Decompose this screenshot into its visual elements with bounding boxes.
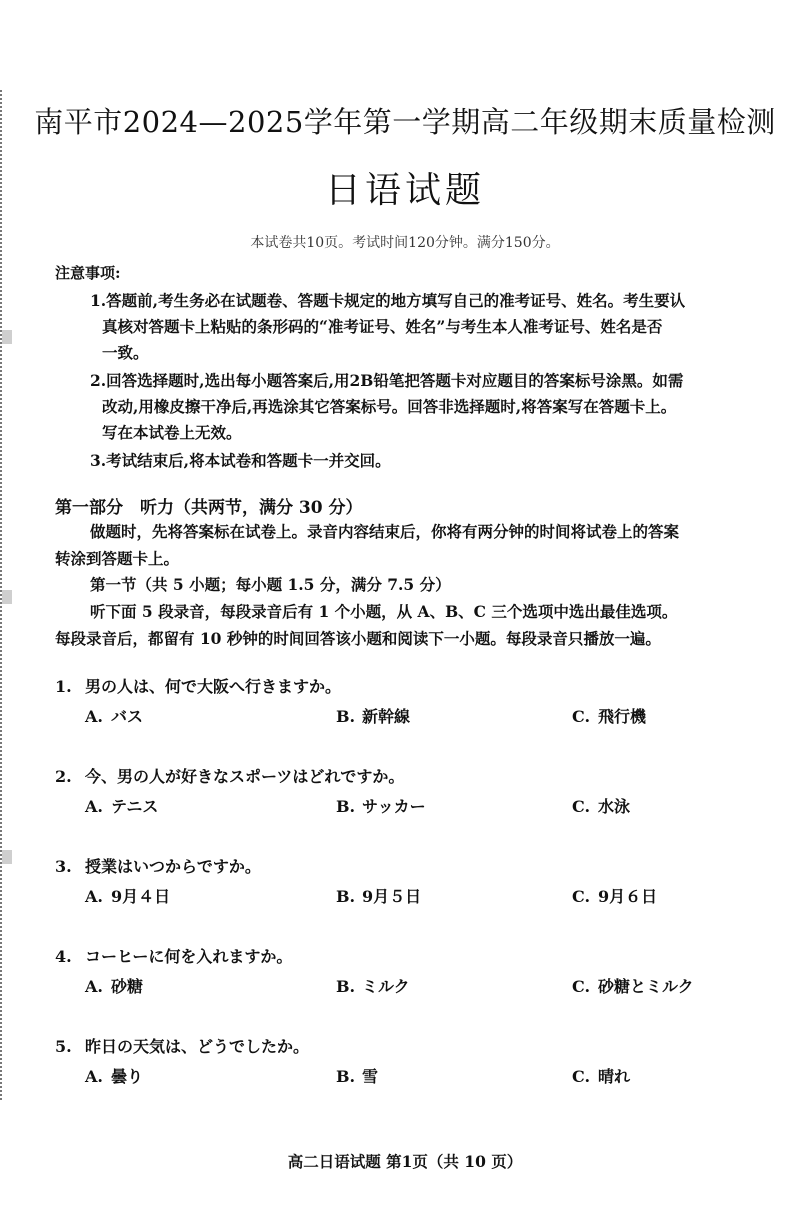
section1-title: 第一节（共 5 小题；每小题 1.5 分，满分 7.5 分）	[90, 575, 451, 594]
option-b: B. サッカー	[336, 797, 426, 816]
question-options	[55, 1062, 775, 1092]
notice-line: 一致。	[102, 343, 149, 362]
question-stem	[55, 852, 775, 882]
option-a: A. テニス	[85, 797, 159, 816]
page-footer: 高二日语试题 第1页（共 10 页）	[287, 1152, 523, 1171]
option-b: B. 新幹線	[336, 707, 411, 726]
notice-line: 真核对答题卡上粘贴的条形码的“准考证号、姓名”与考生本人准考证号、姓名是否	[102, 317, 663, 336]
question-number: 3.	[55, 857, 72, 876]
option-a: A. 曇り	[85, 1067, 144, 1086]
notice-line: 写在本试卷上无效。	[102, 423, 242, 442]
binding-mark	[2, 330, 12, 344]
question-stem	[55, 762, 775, 792]
option-a: A. 砂糖	[85, 977, 144, 996]
question-stem	[55, 672, 775, 702]
question-4	[55, 942, 775, 1002]
exam-title: 南平市2024—2025学年第一学期高二年级期末质量检测	[34, 105, 776, 139]
question-text: 男の人は、何で大阪へ行きますか。	[85, 677, 342, 696]
notice-line: 1.答题前,考生务必在试题卷、答题卡规定的地方填写自己的准考证号、姓名。考生要认	[90, 291, 686, 310]
notice-item-1	[90, 288, 760, 366]
option-c: C. 晴れ	[572, 1067, 631, 1086]
question-text: 今、男の人が好きなスポーツはどれですか。	[85, 767, 405, 786]
notice-item-3	[90, 448, 760, 474]
notice-line: 改动,用橡皮擦干净后,再选涂其它答案标号。回答非选择题时,将答案写在答题卡上。	[102, 397, 677, 416]
question-text: コーヒーに何を入れますか。	[85, 947, 293, 966]
notice-line: 2.回答选择题时,选出每小题答案后,用2B铅笔把答题卡对应题目的答案标号涂黑。如需	[90, 371, 684, 390]
question-text: 授業はいつからですか。	[85, 857, 261, 876]
instruction-line: 每段录音后，都留有 10 秒钟的时间回答该小题和阅读下一小题。每段录音只播放一遍。	[55, 629, 661, 648]
question-text: 昨日の天気は、どうでしたか。	[85, 1037, 310, 1056]
option-c: C. 飛行機	[572, 707, 647, 726]
question-stem	[55, 1032, 775, 1062]
part1-title: 第一部分 听力（共两节，满分 30 分）	[55, 498, 363, 518]
question-number: 1.	[55, 677, 72, 696]
option-b: B. 9月５日	[336, 887, 422, 906]
notice-item-2	[90, 368, 760, 446]
exam-subject: 日语试题	[324, 170, 485, 211]
notice-title: 注意事项:	[55, 264, 121, 282]
intro-line: 转涂到答题卡上。	[55, 549, 180, 568]
exam-info: 本试卷共10页。考试时间120分钟。满分150分。	[250, 235, 560, 251]
option-c: C. 砂糖とミルク	[572, 977, 694, 996]
question-options	[55, 882, 775, 912]
question-number: 2.	[55, 767, 72, 786]
question-stem	[55, 942, 775, 972]
instruction-line: 听下面 5 段录音，每段录音后有 1 个小题，从 A、B、C 三个选项中选出最佳选项。	[90, 602, 678, 621]
option-b: B. 雪	[336, 1067, 379, 1086]
question-number: 4.	[55, 947, 72, 966]
question-number: 5.	[55, 1037, 72, 1056]
option-a: A. バス	[85, 707, 144, 726]
section1-instructions	[55, 598, 760, 652]
option-a: A. 9月４日	[85, 887, 171, 906]
question-options	[55, 702, 775, 732]
option-b: B. ミルク	[336, 977, 410, 996]
notice-line: 3.考试结束后,将本试卷和答题卡一并交回。	[90, 451, 391, 470]
question-3	[55, 852, 775, 912]
part1-intro	[55, 518, 760, 572]
option-c: C. 9月６日	[572, 887, 658, 906]
question-2	[55, 762, 775, 822]
option-c: C. 水泳	[572, 797, 631, 816]
binding-mark	[2, 850, 12, 864]
question-5	[55, 1032, 775, 1092]
intro-line: 做题时，先将答案标在试卷上。录音内容结束后，你将有两分钟的时间将试卷上的答案	[90, 522, 680, 541]
question-options	[55, 972, 775, 1002]
binding-mark	[2, 590, 12, 604]
question-1	[55, 672, 775, 732]
question-options	[55, 792, 775, 822]
